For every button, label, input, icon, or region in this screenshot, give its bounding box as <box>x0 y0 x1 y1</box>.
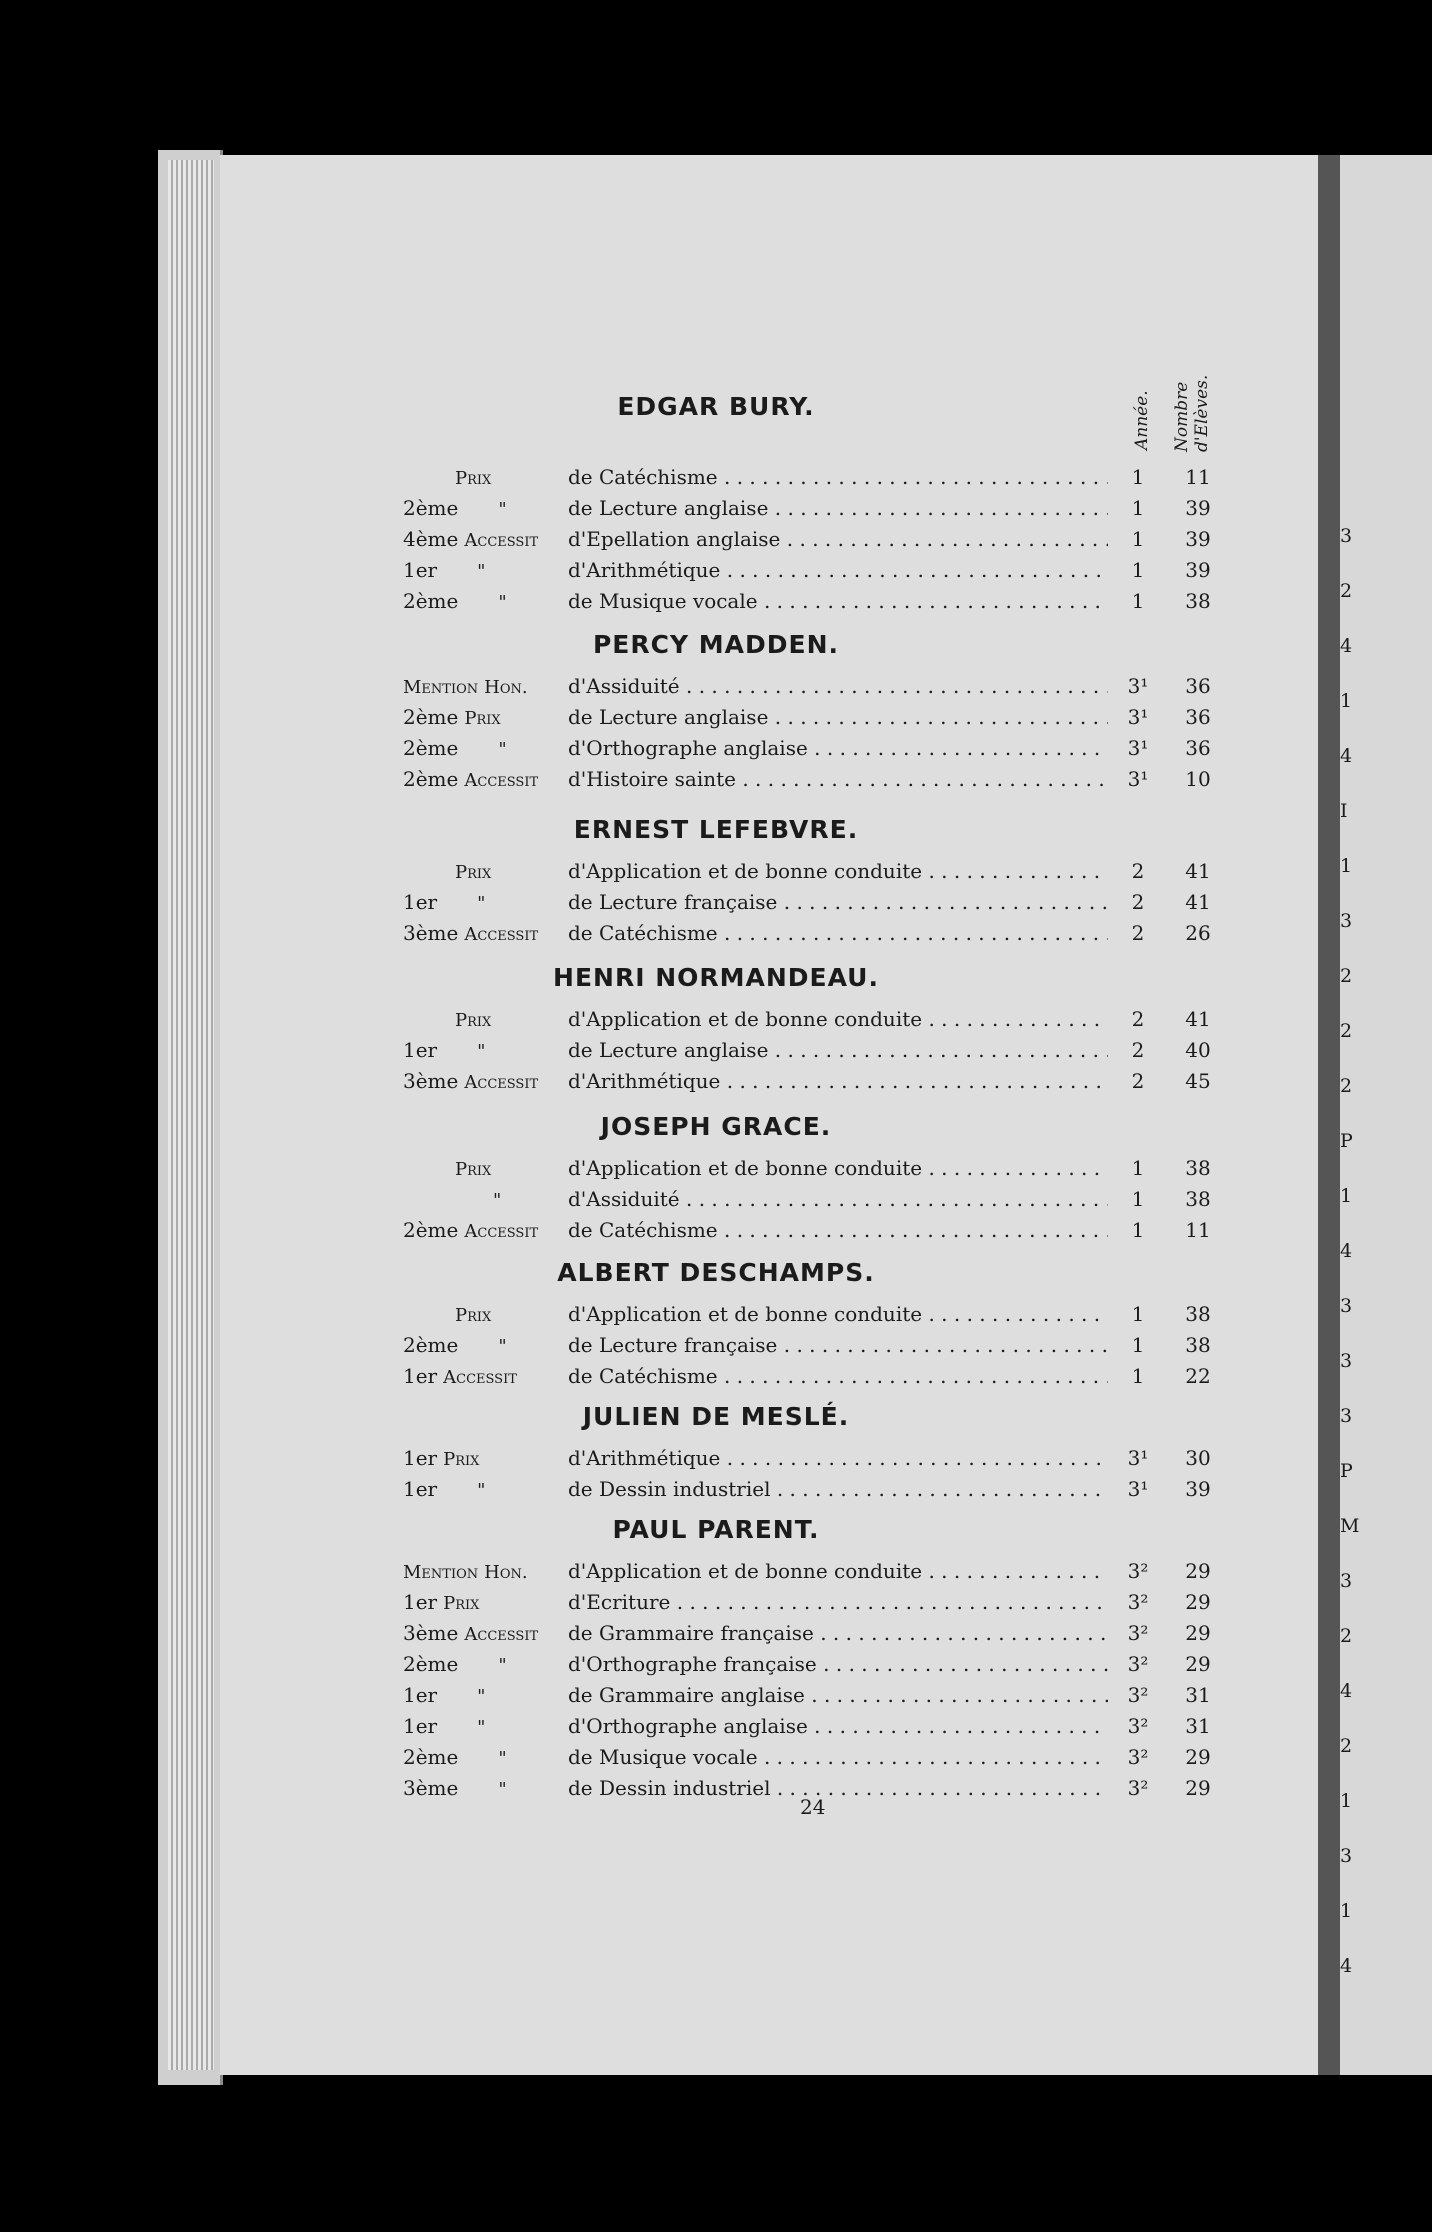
annee-value: 1 <box>1131 1156 1145 1180</box>
prize-rank <box>403 1711 485 1743</box>
nombre-value: 39 <box>1185 558 1211 582</box>
subject-with-leaders <box>568 1066 1108 1096</box>
adjacent-page-fragment: M <box>1340 1515 1360 1537</box>
award-label: " <box>477 1686 486 1707</box>
annee-value: 2 <box>1131 1038 1145 1062</box>
nombre-value: 36 <box>1185 705 1211 729</box>
rank-label: 2ème <box>403 705 459 729</box>
annee-value: 3² <box>1127 1621 1149 1645</box>
subject: de Musique vocale <box>568 1745 758 1769</box>
award-label: Prix <box>443 1593 480 1614</box>
nombre-value: 38 <box>1185 589 1211 613</box>
prize-row <box>403 1299 1218 1329</box>
subject-with-leaders <box>568 1556 1108 1586</box>
annee-value: 3¹ <box>1127 674 1149 698</box>
rank-label: 1er <box>403 890 438 914</box>
subject-with-leaders <box>568 1184 1108 1214</box>
subject-with-leaders <box>568 887 1108 917</box>
prize-row <box>403 493 1218 523</box>
prize-rank <box>403 1299 491 1331</box>
prize-row <box>403 1711 1218 1741</box>
adjacent-page-fragment: 4 <box>1340 635 1353 657</box>
rank-label: 1er <box>403 558 438 582</box>
student-name: PERCY MADDEN. <box>592 630 840 659</box>
prize-row <box>403 764 1218 794</box>
nombre-value: 31 <box>1185 1683 1211 1707</box>
award-label: Accessit <box>464 770 539 791</box>
prize-rank <box>403 887 485 919</box>
prize-rank <box>403 462 491 494</box>
annee-value: 1 <box>1131 1364 1145 1388</box>
award-label: Accessit <box>464 1072 539 1093</box>
rank-label: Mention <box>403 677 479 698</box>
student-name: JULIEN DE MESLÉ. <box>582 1402 850 1431</box>
subject: de Dessin industriel <box>568 1477 771 1501</box>
subject: de Musique vocale <box>568 589 758 613</box>
award-label: Accessit <box>464 530 539 551</box>
prize-rank <box>403 1004 491 1036</box>
adjacent-page-fragment: 4 <box>1340 1680 1353 1702</box>
subject: de Lecture française <box>568 890 778 914</box>
subject-with-leaders <box>568 1618 1108 1648</box>
nombre-value: 29 <box>1185 1621 1211 1645</box>
prize-rank <box>403 1153 491 1185</box>
annee-value: 3¹ <box>1127 767 1149 791</box>
nombre-value: 38 <box>1185 1333 1211 1357</box>
student-name: JOSEPH GRACE. <box>600 1112 832 1141</box>
adjacent-page-fragment: 3 <box>1340 1350 1353 1372</box>
prize-row <box>403 524 1218 554</box>
award-label: " <box>498 1336 507 1357</box>
adjacent-page-fragment: I <box>1340 800 1348 822</box>
adjacent-page-fragment: 3 <box>1340 1845 1353 1867</box>
award-label: " <box>477 893 486 914</box>
prize-row <box>403 733 1218 763</box>
prize-row <box>403 1035 1218 1065</box>
annee-value: 1 <box>1131 496 1145 520</box>
column-header-eleves: d'Elèves. <box>1192 374 1212 452</box>
prize-rank <box>403 1742 507 1774</box>
prize-row <box>403 1649 1218 1679</box>
prize-rank <box>403 586 507 618</box>
nombre-value: 29 <box>1185 1652 1211 1676</box>
nombre-value: 29 <box>1185 1745 1211 1769</box>
prize-rank <box>403 555 485 587</box>
award-label: Prix <box>455 1305 492 1326</box>
subject: d'Application et de bonne conduite <box>568 1156 923 1180</box>
prize-rank <box>403 918 538 950</box>
subject: de Lecture anglaise <box>568 705 769 729</box>
nombre-value: 36 <box>1185 674 1211 698</box>
adjacent-page-fragment: 2 <box>1340 1020 1353 1042</box>
subject: d'Orthographe anglaise <box>568 1714 808 1738</box>
subject-with-leaders <box>568 524 1108 554</box>
page-number: 24 <box>800 1795 826 1819</box>
annee-value: 2 <box>1131 859 1145 883</box>
prize-rank <box>403 1184 501 1216</box>
award-label: " <box>498 592 507 613</box>
subject: de Catéchisme <box>568 1364 718 1388</box>
award-label: Hon. <box>484 1562 528 1583</box>
subject: de Lecture anglaise <box>568 496 769 520</box>
prize-rank <box>403 733 507 765</box>
annee-value: 3² <box>1127 1652 1149 1676</box>
annee-value: 1 <box>1131 1187 1145 1211</box>
subject: d'Arithmétique <box>568 1069 721 1093</box>
subject-with-leaders <box>568 1330 1108 1360</box>
annee-value: 3¹ <box>1127 736 1149 760</box>
prize-rank <box>403 1474 485 1506</box>
subject-with-leaders <box>568 671 1108 701</box>
nombre-value: 30 <box>1185 1446 1211 1470</box>
award-label: Prix <box>455 862 492 883</box>
annee-value: 3¹ <box>1127 1446 1149 1470</box>
subject-with-leaders <box>568 1004 1108 1034</box>
nombre-value: 41 <box>1185 890 1211 914</box>
subject: de Lecture anglaise <box>568 1038 769 1062</box>
nombre-value: 31 <box>1185 1714 1211 1738</box>
adjacent-page-fragment: P <box>1340 1130 1353 1152</box>
award-label: Prix <box>443 1449 480 1470</box>
prize-row <box>403 1215 1218 1245</box>
award-label: " <box>498 1655 507 1676</box>
nombre-value: 36 <box>1185 736 1211 760</box>
subject: d'Application et de bonne conduite <box>568 1007 923 1031</box>
subject-with-leaders <box>568 1742 1108 1772</box>
subject-with-leaders <box>568 1773 1108 1803</box>
subject: d'Application et de bonne conduite <box>568 859 923 883</box>
nombre-value: 45 <box>1185 1069 1211 1093</box>
subject: d'Assiduité <box>568 674 680 698</box>
rank-label: 4ème <box>403 527 459 551</box>
nombre-value: 29 <box>1185 1776 1211 1800</box>
award-label: Prix <box>455 1010 492 1031</box>
rank-label: 2ème <box>403 736 459 760</box>
prize-rank <box>403 1680 485 1712</box>
award-label: Prix <box>455 1159 492 1180</box>
subject-with-leaders <box>568 1649 1108 1679</box>
annee-value: 3² <box>1127 1745 1149 1769</box>
rank-label: Mention <box>403 1562 479 1583</box>
nombre-value: 22 <box>1185 1364 1211 1388</box>
prize-row <box>403 1361 1218 1391</box>
adjacent-page-fragment: 3 <box>1340 525 1353 547</box>
rank-label: 1er <box>403 1038 438 1062</box>
subject: de Dessin industriel <box>568 1776 771 1800</box>
subject: d'Epellation anglaise <box>568 527 781 551</box>
annee-value: 1 <box>1131 527 1145 551</box>
prize-rank <box>403 1773 507 1805</box>
prize-row <box>403 1184 1218 1214</box>
prize-rank <box>403 1649 507 1681</box>
subject-with-leaders <box>568 1474 1108 1504</box>
rank-label: 2ème <box>403 496 459 520</box>
subject-with-leaders <box>568 1711 1108 1741</box>
annee-value: 3¹ <box>1127 705 1149 729</box>
nombre-value: 26 <box>1185 921 1211 945</box>
prize-row <box>403 1443 1218 1473</box>
annee-value: 2 <box>1131 921 1145 945</box>
rank-label: 2ème <box>403 1333 459 1357</box>
prize-row <box>403 1556 1218 1586</box>
subject-with-leaders <box>568 1299 1108 1329</box>
rank-label: 3ème <box>403 1069 459 1093</box>
award-label: " <box>498 1748 507 1769</box>
award-label: " <box>498 499 507 520</box>
prize-row <box>403 1618 1218 1648</box>
annee-value: 3² <box>1127 1714 1149 1738</box>
student-name: HENRI NORMANDEAU. <box>553 963 879 992</box>
prize-rank <box>403 1618 538 1650</box>
subject-with-leaders <box>568 1361 1108 1391</box>
adjacent-page-fragment: 2 <box>1340 1625 1353 1647</box>
prize-row <box>403 555 1218 585</box>
adjacent-page-fragment: 3 <box>1340 1405 1353 1427</box>
adjacent-page-fragment: 3 <box>1340 910 1353 932</box>
subject-with-leaders <box>568 1680 1108 1710</box>
annee-value: 1 <box>1131 1302 1145 1326</box>
subject-with-leaders <box>568 1035 1108 1065</box>
prize-row <box>403 1587 1218 1617</box>
prize-row <box>403 586 1218 616</box>
award-label: " <box>477 561 486 582</box>
adjacent-page-fragment: 1 <box>1340 1790 1353 1812</box>
adjacent-page-fragment: 2 <box>1340 1735 1353 1757</box>
adjacent-page-fragment: 4 <box>1340 745 1353 767</box>
subject-with-leaders <box>568 918 1108 948</box>
award-label: " <box>498 1779 507 1800</box>
rank-label: 2ème <box>403 1745 459 1769</box>
subject-with-leaders <box>568 702 1108 732</box>
award-label: Hon. <box>484 677 528 698</box>
adjacent-page-fragment: 3 <box>1340 1295 1353 1317</box>
annee-value: 1 <box>1131 558 1145 582</box>
nombre-value: 39 <box>1185 496 1211 520</box>
rank-label: 1er <box>403 1714 438 1738</box>
nombre-value: 11 <box>1185 1218 1211 1242</box>
adjacent-page-fragment: 4 <box>1340 1955 1353 1977</box>
rank-label: 3ème <box>403 1776 459 1800</box>
award-label: Accessit <box>464 924 539 945</box>
prize-row <box>403 887 1218 917</box>
nombre-value: 10 <box>1185 767 1211 791</box>
rank-label: 1er <box>403 1477 438 1501</box>
subject-with-leaders <box>568 733 1108 763</box>
subject-with-leaders <box>568 1215 1108 1245</box>
prize-row <box>403 1004 1218 1034</box>
prize-rank <box>403 524 538 556</box>
nombre-value: 41 <box>1185 1007 1211 1031</box>
annee-value: 2 <box>1131 1007 1145 1031</box>
award-label: Accessit <box>464 1221 539 1242</box>
award-label: Accessit <box>443 1367 517 1388</box>
subject-with-leaders <box>568 1443 1108 1473</box>
adjacent-page-fragment: 4 <box>1340 1240 1353 1262</box>
subject: d'Arithmétique <box>568 558 721 582</box>
nombre-value: 29 <box>1185 1559 1211 1583</box>
adjacent-page-fragment: 2 <box>1340 580 1353 602</box>
subject-with-leaders <box>568 856 1108 886</box>
annee-value: 2 <box>1131 890 1145 914</box>
rank-label: 2ème <box>403 767 459 791</box>
rank-label: 1er <box>403 1683 438 1707</box>
prize-row <box>403 1330 1218 1360</box>
subject-with-leaders <box>568 764 1108 794</box>
column-header-nombre: Nombre <box>1172 381 1192 452</box>
subject-with-leaders <box>568 555 1108 585</box>
student-name: ERNEST LEFEBVRE. <box>573 815 859 844</box>
prize-row <box>403 918 1218 948</box>
subject-with-leaders <box>568 462 1108 492</box>
rank-label: 2ème <box>403 1652 459 1676</box>
subject: de Catéchisme <box>568 921 718 945</box>
prize-rank <box>403 671 528 703</box>
award-label: " <box>477 1717 486 1738</box>
adjacent-page-fragment: 1 <box>1340 1185 1353 1207</box>
subject: de Lecture française <box>568 1333 778 1357</box>
subject: de Catéchisme <box>568 1218 718 1242</box>
adjacent-page-fragment: 1 <box>1340 855 1353 877</box>
prize-rank <box>403 1361 517 1393</box>
subject-with-leaders <box>568 1153 1108 1183</box>
prize-row <box>403 1742 1218 1772</box>
student-name: EDGAR BURY. <box>617 392 815 421</box>
subject-with-leaders <box>568 493 1108 523</box>
rank-label: 1er <box>403 1590 438 1614</box>
nombre-value: 41 <box>1185 859 1211 883</box>
prize-row <box>403 1680 1218 1710</box>
prize-rank <box>403 702 501 734</box>
subject: d'Ecriture <box>568 1590 671 1614</box>
award-label: Prix <box>464 708 501 729</box>
annee-value: 3² <box>1127 1590 1149 1614</box>
award-label: " <box>477 1480 486 1501</box>
annee-value: 2 <box>1131 1069 1145 1093</box>
subject: d'Orthographe anglaise <box>568 736 808 760</box>
column-header-annee: Année. <box>1132 390 1152 450</box>
rank-label: 1er <box>403 1446 438 1470</box>
nombre-value: 40 <box>1185 1038 1211 1062</box>
adjacent-page-fragment: 3 <box>1340 1570 1353 1592</box>
prize-row <box>403 462 1218 492</box>
subject: d'Application et de bonne conduite <box>568 1302 923 1326</box>
student-name: PAUL PARENT. <box>612 1515 820 1544</box>
prize-rank <box>403 1443 479 1475</box>
prize-row <box>403 856 1218 886</box>
subject: de Grammaire anglaise <box>568 1683 805 1707</box>
award-label: Prix <box>455 468 492 489</box>
annee-value: 1 <box>1131 589 1145 613</box>
prize-rank <box>403 764 538 796</box>
prize-row <box>403 671 1218 701</box>
prize-row <box>403 702 1218 732</box>
subject: d'Application et de bonne conduite <box>568 1559 923 1583</box>
prize-rank <box>403 1330 507 1362</box>
nombre-value: 38 <box>1185 1156 1211 1180</box>
subject: d'Histoire sainte <box>568 767 736 791</box>
annee-value: 3² <box>1127 1559 1149 1583</box>
prize-rank <box>403 1556 528 1588</box>
award-label: " <box>498 739 507 760</box>
nombre-value: 38 <box>1185 1302 1211 1326</box>
award-label: Accessit <box>464 1624 539 1645</box>
annee-value: 3¹ <box>1127 1477 1149 1501</box>
annee-value: 3² <box>1127 1776 1149 1800</box>
nombre-value: 39 <box>1185 527 1211 551</box>
prize-row <box>403 1066 1218 1096</box>
prize-rank <box>403 1215 538 1247</box>
prize-rank <box>403 1587 479 1619</box>
adjacent-page-fragment: P <box>1340 1460 1353 1482</box>
prize-row <box>403 1474 1218 1504</box>
adjacent-page-fragment: 2 <box>1340 965 1353 987</box>
nombre-value: 29 <box>1185 1590 1211 1614</box>
subject: de Grammaire française <box>568 1621 814 1645</box>
award-label: " <box>477 1041 486 1062</box>
rank-label: 3ème <box>403 1621 459 1645</box>
prize-rank <box>403 493 507 525</box>
prize-rank <box>403 856 491 888</box>
rank-label: 2ème <box>403 589 459 613</box>
nombre-value: 38 <box>1185 1187 1211 1211</box>
annee-value: 1 <box>1131 1218 1145 1242</box>
subject-with-leaders <box>568 1587 1108 1617</box>
subject: de Catéchisme <box>568 465 718 489</box>
annee-value: 1 <box>1131 465 1145 489</box>
adjacent-page-fragment: 2 <box>1340 1075 1353 1097</box>
rank-label: 1er <box>403 1364 438 1388</box>
rank-label: 3ème <box>403 921 459 945</box>
student-name: ALBERT DESCHAMPS. <box>557 1258 875 1287</box>
nombre-value: 39 <box>1185 1477 1211 1501</box>
annee-value: 3² <box>1127 1683 1149 1707</box>
subject: d'Orthographe française <box>568 1652 817 1676</box>
prize-rank <box>403 1066 538 1098</box>
annee-value: 1 <box>1131 1333 1145 1357</box>
rank-label: 2ème <box>403 1218 459 1242</box>
subject: d'Arithmétique <box>568 1446 721 1470</box>
subject: d'Assiduité <box>568 1187 680 1211</box>
subject-with-leaders <box>568 586 1108 616</box>
adjacent-page-fragment: 1 <box>1340 1900 1353 1922</box>
nombre-value: 11 <box>1185 465 1211 489</box>
adjacent-page-fragment: 1 <box>1340 690 1353 712</box>
award-label: " <box>493 1190 502 1211</box>
prize-rank <box>403 1035 485 1067</box>
prize-row <box>403 1153 1218 1183</box>
